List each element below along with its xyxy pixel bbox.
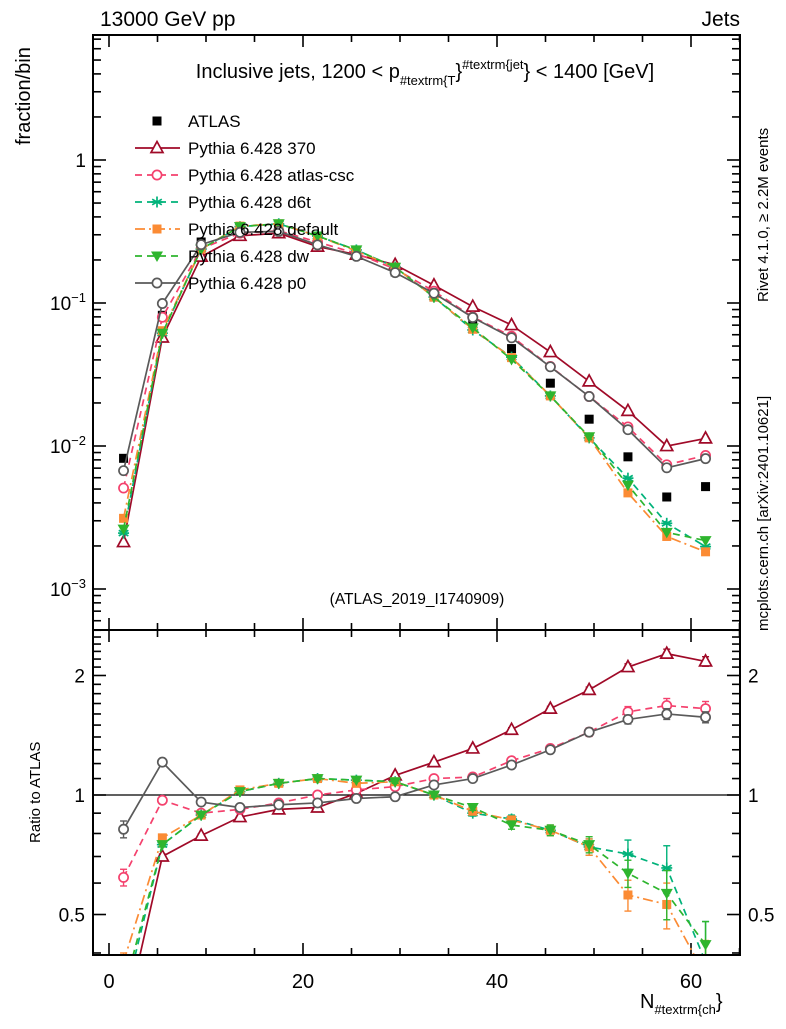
series-ratio-py370: [118, 647, 712, 1024]
x-tick-label: 20: [291, 971, 315, 993]
ratio-y-tick-label: 2: [74, 666, 85, 688]
ratio-y-axis-title: Ratio to ATLAS: [27, 741, 44, 843]
series-main-csc: [119, 226, 710, 492]
x-tick-label: 0: [103, 971, 115, 993]
legend-label-py370: Pythia 6.428 370: [188, 139, 316, 158]
ratio-y-tick-label: 1: [74, 786, 85, 807]
legend-entry-d6t: [135, 193, 311, 212]
legend: [135, 112, 355, 293]
mcplots-arxiv-caption: mcplots.cern.ch [arXiv:2401.10621]: [755, 395, 772, 631]
legend-label-p0: Pythia 6.428 p0: [188, 274, 307, 293]
main-y-tick-label: $10^{-2}$: [50, 433, 86, 458]
ratio-panel-frame: [93, 630, 740, 955]
legend-label-csc: Pythia 6.428 atlas-csc: [188, 166, 355, 185]
main-y-tick-label: 1: [75, 151, 86, 172]
legend-entry-dw: [135, 247, 310, 266]
legend-entry-atlas: [153, 112, 241, 131]
main-panel-series: [118, 218, 712, 556]
ratio-y-tick-label-right: 0.5: [748, 905, 775, 927]
analysis-watermark: (ATLAS_2019_I1740909): [329, 591, 505, 608]
series-ratio-csc: [119, 699, 710, 886]
legend-entry-default: [135, 220, 339, 239]
ratio-y-tick-label-right: 2: [748, 666, 759, 688]
x-tick-label: 60: [679, 971, 703, 993]
ratio-panel-series: [93, 647, 740, 1024]
main-y-tick-label: $10^{-1}$: [50, 290, 86, 315]
main-panel-title: Inclusive jets, $1200 < p_{\#textrm\{T}\}^{\#textrm\{jet}\} < 1400$ [GeV]: [195, 57, 655, 88]
series-ratio-d6t: [118, 773, 711, 1014]
series-main-dw: [118, 219, 712, 546]
x-tick-label: 40: [485, 971, 509, 993]
main-y-axis-title: fraction/bin: [13, 47, 35, 145]
series-main-default: [119, 219, 710, 556]
rivet-version-caption: Rivet 4.1.0, ≥ 2.2M events: [755, 127, 772, 302]
legend-label-d6t: Pythia 6.428 d6t: [188, 193, 311, 212]
plot-title: [196, 57, 654, 88]
legend-entry-p0: [135, 274, 306, 293]
x-axis-title: $N_{\#textrm\{ch}$}: [640, 991, 723, 1017]
series-main-d6t: [118, 218, 711, 552]
legend-label-atlas: ATLAS: [188, 112, 241, 131]
legend-label-default: Pythia 6.428 default: [188, 220, 339, 239]
header-analysis-label: Jets: [701, 8, 740, 31]
main-y-tick-label: $10^{-3}$: [50, 576, 86, 601]
legend-entry-csc: [135, 166, 355, 185]
ratio-y-tick-label: 0.5: [58, 905, 85, 927]
header-beam-label: 13000 GeV pp: [100, 8, 236, 31]
series-ratio-p0: [119, 709, 710, 838]
ratio-y-tick-label-right: 1: [748, 786, 759, 807]
legend-entry-py370: [135, 139, 316, 158]
legend-label-dw: Pythia 6.428 dw: [188, 247, 309, 266]
